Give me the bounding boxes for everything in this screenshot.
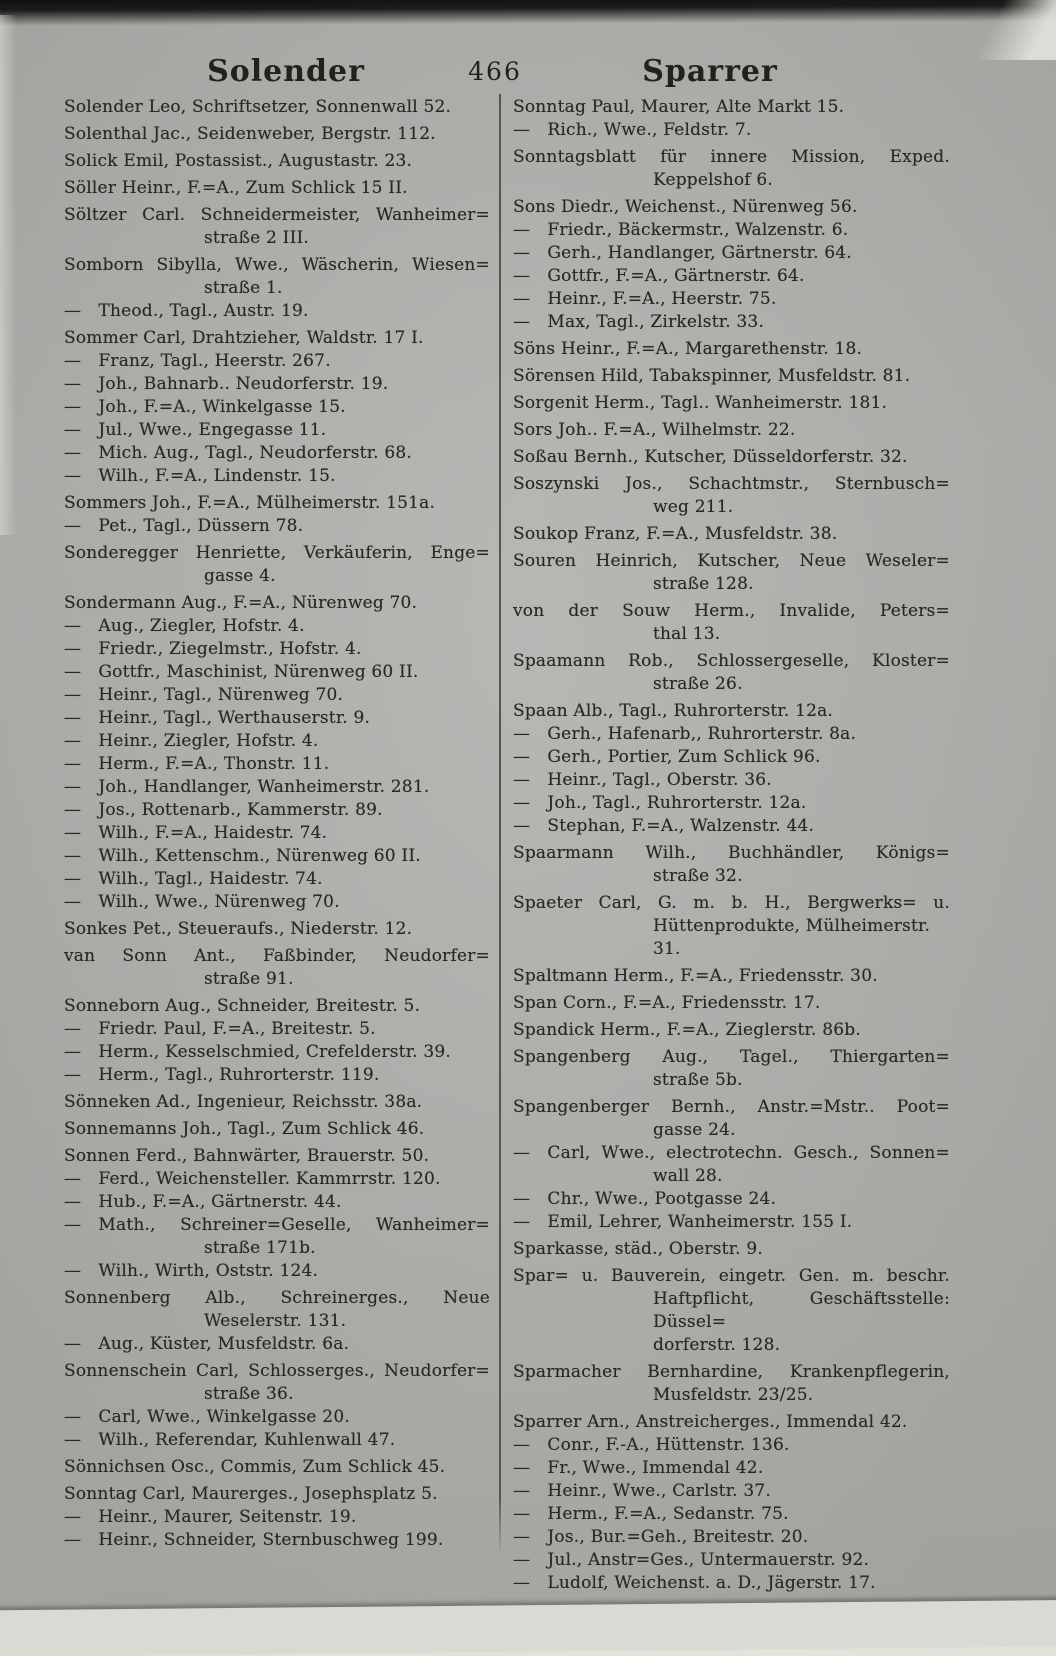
entry-first-line: — Heinr., Tagl., Oberstr. 36. [513,770,772,790]
entry-first-line: Sparrer Arn., Anstreicherges., Immendal 42. [513,1412,908,1432]
entry-first-line: — Herm., Tagl., Ruhrorterstr. 119. [64,1065,380,1085]
header-keyword-right: Sparrer [642,54,778,89]
directory-entry [64,1091,490,1114]
directory-entry [513,650,950,696]
entry-first-line: — Gottfr., F.=A., Gärtnerstr. 64. [513,266,805,286]
entry-first-line: Spaan Alb., Tagl., Ruhrorterstr. 12a. [513,701,834,721]
entry-continuation-line: straße 1. [204,278,283,298]
entry-first-line: Sonkes Pet., Steueraufs., Niederstr. 12. [64,919,413,939]
entry-first-line: — Wilh., Kettenschm., Nürenweg 60 II. [64,846,421,866]
entry-first-line: Span Corn., F.=A., Friedensstr. 17. [513,993,821,1013]
entry-first-line: Sönneken Ad., Ingenieur, Reichsstr. 38a. [64,1092,423,1112]
entry-first-line: — Wilh., Wirth, Oststr. 124. [64,1261,319,1281]
entry-first-line: — Chr., Wwe., Pootgasse 24. [513,1189,777,1209]
entry-first-line: — Conr., F.-A., Hüttenstr. 136. [513,1435,790,1455]
entry-first-line: — Wilh., Referendar, Kuhlenwall 47. [64,1430,396,1450]
entry-first-line: — Ludolf, Weichenst. a. D., Jägerstr. 17. [513,1573,876,1593]
entry-first-line: — Stephan, F.=A., Walzenstr. 44. [513,816,815,836]
directory-entry [513,196,950,219]
directory-entry [64,995,490,1018]
entry-continuation-line: straße 91. [204,969,294,989]
directory-entry [64,638,490,661]
scan-top-edge-shadow [0,0,1056,26]
directory-entry [64,1118,490,1141]
directory-entry [64,661,490,684]
entry-first-line: Souren Heinrich, Kutscher, Neue Weseler= [513,551,950,571]
directory-entry [513,392,950,415]
directory-entry [513,892,950,961]
entry-first-line: Sonnen Ferd., Bahnwärter, Brauerstr. 50. [64,1146,430,1166]
directory-entry [64,1260,490,1283]
entry-first-line: Sonnenberg Alb., Schreinerges., Neue [64,1288,490,1308]
directory-entry [64,1506,490,1529]
directory-entry [64,96,490,119]
directory-entry [513,1265,950,1357]
entry-first-line: Sonntag Paul, Maurer, Alte Markt 15. [513,97,845,117]
directory-entry [513,288,950,311]
entry-first-line: Sonnemanns Joh., Tagl., Zum Schlick 46. [64,1119,425,1139]
entry-first-line: Sparmacher Bernhardine, Krankenpflegerin, [513,1362,950,1382]
entry-first-line: Sonnenschein Carl, Schlosserges., Neudorfer= [64,1361,490,1381]
directory-entry [513,1572,950,1595]
directory-entry [513,700,950,723]
directory-entry [64,1483,490,1506]
directory-entry [64,845,490,868]
page-number: 466 [468,57,522,86]
directory-entry [513,1238,950,1261]
entry-first-line: — Aug., Küster, Musfeldstr. 6a. [64,1334,350,1354]
directory-entry [513,815,950,838]
directory-entry [64,1018,490,1041]
entry-first-line: Solender Leo, Schriftsetzer, Sonnenwall 52. [64,97,452,117]
directory-entry [64,822,490,845]
entry-first-line: — Herm., F.=A., Thonstr. 11. [64,754,330,774]
directory-entry [513,1019,950,1042]
entry-first-line: — Heinr., Tagl., Werthauserstr. 9. [64,708,371,728]
directory-entry [513,842,950,888]
directory-entry [513,1361,950,1407]
scan-bottom-page-edge [0,1600,1056,1656]
directory-entry [513,242,950,265]
entry-first-line: Spaarmann Wilh., Buchhändler, Königs= [513,843,950,863]
entry-first-line: — Friedr., Ziegelmstr., Hofstr. 4. [64,639,362,659]
directory-entry [513,792,950,815]
header-keyword-left: Solender [207,54,365,89]
entry-first-line: — Franz, Tagl., Heerstr. 267. [64,351,331,371]
directory-entry [513,1549,950,1572]
directory-entry [64,1529,490,1552]
entry-first-line: Sommers Joh., F.=A., Mülheimerstr. 151a. [64,493,436,513]
directory-entry [513,311,950,334]
directory-column-left [64,92,490,1595]
directory-columns [64,92,950,1595]
entry-first-line: Sonntag Carl, Maurerges., Josephsplatz 5. [64,1484,438,1504]
entry-continuation-line: Weselerstr. 131. [204,1311,347,1331]
entry-first-line: — Herm., F.=A., Sedanstr. 75. [513,1504,789,1524]
directory-entry [64,1191,490,1214]
directory-entry [64,254,490,300]
entry-continuation-line: straße 2 III. [204,228,310,248]
directory-entry [513,338,950,361]
directory-entry [513,365,950,388]
entry-first-line: — Emil, Lehrer, Wanheimerstr. 155 I. [513,1212,853,1232]
directory-entry [64,1360,490,1406]
entry-first-line: Söller Heinr., F.=A., Zum Schlick 15 II. [64,178,408,198]
directory-entry [64,542,490,588]
directory-entry [513,1096,950,1142]
entry-first-line: — Jul., Wwe., Engegasse 11. [64,420,327,440]
directory-entry [64,945,490,991]
directory-entry [513,419,950,442]
directory-entry [64,204,490,250]
directory-entry [513,146,950,192]
entry-first-line: Solenthal Jac., Seidenweber, Bergstr. 112. [64,124,436,144]
entry-first-line: Sorgenit Herm., Tagl.. Wanheimerstr. 181. [513,393,888,413]
entry-first-line: — Jos., Bur.=Geh., Breitestr. 20. [513,1527,809,1547]
entry-continuation-line: straße 36. [204,1384,294,1404]
entry-first-line: Spangenberg Aug., Tagel., Thiergarten= [513,1047,950,1067]
directory-entry [64,1145,490,1168]
directory-entry [64,891,490,914]
entry-first-line: Sönnichsen Osc., Commis, Zum Schlick 45. [64,1457,446,1477]
directory-entry [64,1429,490,1452]
directory-entry [513,1457,950,1480]
directory-entry [513,600,950,646]
entry-continuation-line: Haftpflicht, Geschäftsstelle: Düssel= [653,1289,950,1332]
directory-entry [513,965,950,988]
directory-entry [64,1064,490,1087]
entry-first-line: — Gerh., Hafenarb,, Ruhrorterstr. 8a. [513,724,857,744]
directory-entry [513,746,950,769]
entry-first-line: — Wilh., F.=A., Haidestr. 74. [64,823,328,843]
entry-first-line: Somborn Sibylla, Wwe., Wäscherin, Wiesen= [64,255,490,275]
directory-entry [513,1526,950,1549]
directory-entry [64,373,490,396]
directory-entry [64,753,490,776]
directory-entry [64,419,490,442]
directory-entry [64,1168,490,1191]
entry-first-line: van Sonn Ant., Faßbinder, Neudorfer= [64,946,490,966]
entry-continuation-line: Keppelshof 6. [653,170,773,190]
directory-entry [64,1333,490,1356]
entry-continuation-line: straße 128. [653,574,754,594]
directory-entry [64,799,490,822]
directory-entry [64,123,490,146]
column-divider-rule [499,94,501,1555]
entry-first-line: Spaeter Carl, G. m. b. H., Bergwerks= u. [513,893,950,913]
directory-entry [64,1041,490,1064]
entry-first-line: Sonderegger Henriette, Verkäuferin, Enge= [64,543,490,563]
entry-first-line: — Jos., Rottenarb., Kammerstr. 89. [64,800,383,820]
entry-first-line: — Wilh., F.=A., Lindenstr. 15. [64,466,336,486]
entry-first-line: Sonneborn Aug., Schneider, Breitestr. 5. [64,996,421,1016]
entry-continuation-line: wall 28. [653,1166,723,1186]
directory-entry [64,707,490,730]
directory-entry [513,769,950,792]
entry-first-line: — Gottfr., Maschinist, Nürenweg 60 II. [64,662,419,682]
directory-entry [513,473,950,519]
entry-first-line: — Rich., Wwe., Feldstr. 7. [513,120,752,140]
entry-first-line: — Carl, Wwe., electrotechn. Gesch., Sonnen= [513,1143,950,1163]
directory-entry [513,723,950,746]
directory-entry [64,1456,490,1479]
entry-first-line: Söltzer Carl. Schneidermeister, Wanheimer= [64,205,490,225]
directory-entry [64,150,490,173]
entry-first-line: — Heinr., F.=A., Heerstr. 75. [513,289,777,309]
entry-first-line: — Pet., Tagl., Düssern 78. [64,516,304,536]
entry-first-line: Sons Diedr., Weichenst., Nürenweg 56. [513,197,858,217]
entry-first-line: — Joh., Bahnarb.. Neudorferstr. 19. [64,374,389,394]
scan-corner-highlight [906,0,1056,60]
entry-first-line: — Heinr., Schneider, Sternbuschweg 199. [64,1530,444,1550]
entry-first-line: — Wilh., Wwe., Nürenweg 70. [64,892,340,912]
entry-first-line: Soszynski Jos., Schachtmstr., Sternbusch= [513,474,950,494]
entry-first-line: — Gerh., Portier, Zum Schlick 96. [513,747,821,767]
directory-entry [513,1480,950,1503]
entry-first-line: — Heinr., Ziegler, Hofstr. 4. [64,731,319,751]
directory-entry [513,1434,950,1457]
entry-first-line: — Fr., Wwe., Immendal 42. [513,1458,764,1478]
entry-first-line: — Joh., Handlanger, Wanheimerstr. 281. [64,777,430,797]
entry-first-line: Spaamann Rob., Schlossergeselle, Kloster= [513,651,950,671]
directory-entry [64,592,490,615]
directory-entry [64,730,490,753]
directory-entry [64,396,490,419]
directory-entry [513,219,950,242]
entry-first-line: Solick Emil, Postassist., Augustastr. 23. [64,151,413,171]
entry-first-line: Sommer Carl, Drahtzieher, Waldstr. 17 I. [64,328,424,348]
entry-first-line: — Mich. Aug., Tagl., Neudorferstr. 68. [64,443,412,463]
entry-first-line: — Wilh., Tagl., Haidestr. 74. [64,869,323,889]
directory-entry [513,1142,950,1188]
directory-entry [513,1046,950,1092]
entry-first-line: Sonntagsblatt für innere Mission, Exped. [513,147,950,167]
directory-entry [64,465,490,488]
entry-first-line: Spar= u. Bauverein, eingetr. Gen. m. beschr. [513,1266,950,1286]
entry-first-line: Soßau Bernh., Kutscher, Düsseldorferstr. 32. [513,447,908,467]
directory-entry [513,1211,950,1234]
entry-continuation-line: Hüttenprodukte, Mülheimerstr. 31. [653,916,931,959]
directory-entry [64,492,490,515]
entry-first-line: Sörensen Hild, Tabakspinner, Musfeldstr. 81. [513,366,911,386]
entry-first-line: — Friedr. Paul, F.=A., Breitestr. 5. [64,1019,376,1039]
directory-entry [64,615,490,638]
directory-entry [513,265,950,288]
entry-continuation-line: straße 26. [653,674,743,694]
entry-continuation-line: gasse 4. [204,566,276,586]
entry-continuation-line: straße 32. [653,866,743,886]
directory-entry [513,1503,950,1526]
directory-entry [64,442,490,465]
directory-entry [513,1411,950,1434]
directory-entry [513,96,950,119]
entry-continuation-line: Musfeldstr. 23/25. [653,1385,814,1405]
entry-first-line: Sondermann Aug., F.=A., Nürenweg 70. [64,593,418,613]
directory-entry [64,1287,490,1333]
entry-first-line: — Theod., Tagl., Austr. 19. [64,301,309,321]
entry-first-line: von der Souw Herm., Invalide, Peters= [513,601,950,621]
directory-entry [64,1214,490,1260]
directory-entry [64,1406,490,1429]
entry-first-line: — Joh., F.=A., Winkelgasse 15. [64,397,346,417]
directory-entry [64,918,490,941]
entry-first-line: — Carl, Wwe., Winkelgasse 20. [64,1407,350,1427]
entry-first-line: — Heinr., Maurer, Seitenstr. 19. [64,1507,357,1527]
directory-entry [64,350,490,373]
directory-entry [64,868,490,891]
entry-continuation-line: straße 5b. [653,1070,743,1090]
directory-entry [64,327,490,350]
directory-entry [513,119,950,142]
entry-continuation-line: gasse 24. [653,1120,736,1140]
entry-first-line: — Aug., Ziegler, Hofstr. 4. [64,616,305,636]
directory-entry [64,177,490,200]
directory-entry [513,446,950,469]
entry-first-line: — Math., Schreiner=Geselle, Wanheimer= [64,1215,490,1235]
entry-first-line: — Ferd., Weichensteller. Kammrrstr. 120. [64,1169,441,1189]
entry-first-line: Söns Heinr., F.=A., Margarethenstr. 18. [513,339,863,359]
directory-entry [64,684,490,707]
entry-first-line: — Max, Tagl., Zirkelstr. 33. [513,312,765,332]
entry-first-line: Spaltmann Herm., F.=A., Friedensstr. 30. [513,966,878,986]
entry-first-line: — Heinr., Wwe., Carlstr. 37. [513,1481,772,1501]
entry-continuation-line: straße 171b. [204,1238,316,1258]
entry-first-line: Sors Joh.. F.=A., Wilhelmstr. 22. [513,420,796,440]
entry-first-line: — Hub., F.=A., Gärtnerstr. 44. [64,1192,342,1212]
entry-first-line: Spandick Herm., F.=A., Zieglerstr. 86b. [513,1020,861,1040]
entry-continuation-line: weg 211. [653,497,734,517]
entry-first-line: — Heinr., Tagl., Nürenweg 70. [64,685,344,705]
directory-entry [64,300,490,323]
entry-first-line: — Friedr., Bäckermstr., Walzenstr. 6. [513,220,849,240]
directory-entry [513,992,950,1015]
entry-first-line: — Jul., Anstr=Ges., Untermauerstr. 92. [513,1550,870,1570]
directory-entry [513,1188,950,1211]
entry-first-line: Soukop Franz, F.=A., Musfeldstr. 38. [513,524,838,544]
entry-first-line: — Gerh., Handlanger, Gärtnerstr. 64. [513,243,852,263]
directory-entry [513,550,950,596]
entry-first-line: — Herm., Kesselschmied, Crefelderstr. 39. [64,1042,452,1062]
entry-first-line: — Joh., Tagl., Ruhrorterstr. 12a. [513,793,807,813]
entry-continuation-line: dorferstr. 128. [653,1335,781,1355]
entry-first-line: Spangenberger Bernh., Anstr.=Mstr.. Poot= [513,1097,950,1117]
entry-continuation-line: thal 13. [653,624,721,644]
directory-entry [64,515,490,538]
directory-column-right [513,92,950,1595]
entry-first-line: Sparkasse, städ., Oberstr. 9. [513,1239,763,1259]
directory-entry [513,523,950,546]
directory-entry [64,776,490,799]
